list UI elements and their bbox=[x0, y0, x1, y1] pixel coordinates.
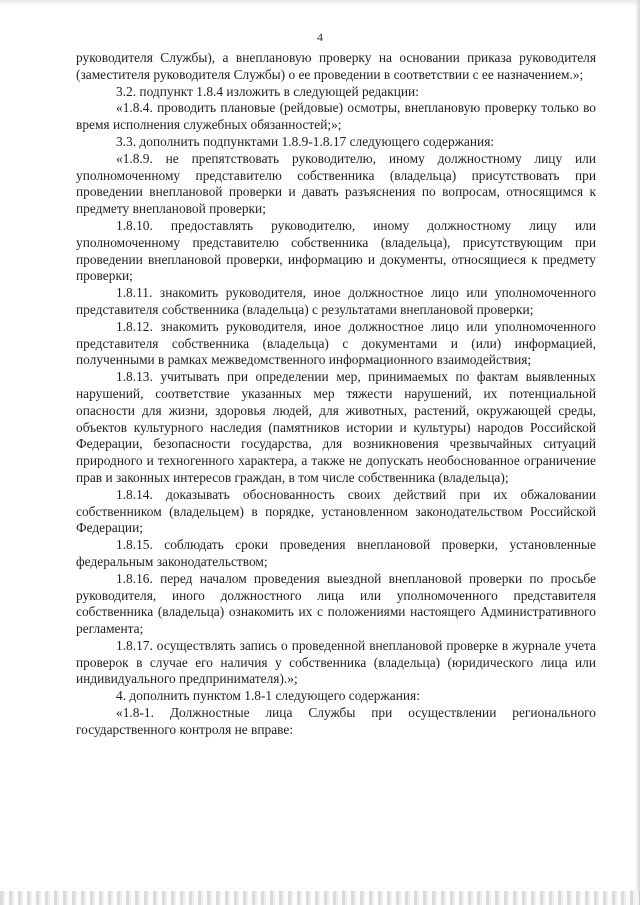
paragraph: 1.8.12. знакомить руководителя, иное должностное лицо или уполномоченного представителя собственника (владельца) с документами и (или) информацией, полученными в рамках межведомственного информационного взаимодействия; bbox=[76, 318, 596, 368]
paragraph: 1.8.17. осуществлять запись о проведенной внеплановой проверке в журнале учета проверок в случае его наличия у собственника (владельца) (юридического лица или индивидуального предпринимателя).»; bbox=[76, 637, 596, 687]
paragraph: 4. дополнить пунктом 1.8-1 следующего содержания: bbox=[116, 688, 420, 704]
paragraph: «1.8.4. проводить плановые (рейдовые) осмотры, внеплановую проверку только во время исполнения служебных обязанностей;»; bbox=[76, 100, 596, 133]
paragraph: 1.8.11. знакомить руководителя, иное должностное лицо или уполномоченного представителя собственника (владельца) с результатами внеплановой проверки; bbox=[76, 285, 596, 317]
paragraph: 3.3. дополнить подпунктами 1.8.9-1.8.17 следующего содержания: bbox=[116, 133, 495, 149]
paragraph: 3.2. подпункт 1.8.4 изложить в следующей редакции: bbox=[116, 83, 419, 99]
scan-edge-right bbox=[635, 0, 640, 905]
paragraph: 1.8.15. соблюдать сроки проведения внеплановой проверки, установленные федеральным законодательством; bbox=[76, 537, 596, 569]
paragraph: 1.8.14. доказывать обоснованность своих действий при их обжаловании собственником (владельцем) в порядке, установленном законодательством Российской Федерации; bbox=[76, 486, 596, 536]
paragraph: руководителя Службы), а внеплановую проверку на основании приказа руководителя (заместителя руководителя Службы) о ее проведении в соответствии с ее назначением.»; bbox=[76, 50, 596, 82]
scan-edge-top bbox=[0, 0, 640, 6]
page-number: 4 bbox=[317, 30, 323, 44]
paragraph: 1.8.10. предоставлять руководителю, иному должностному лицу или уполномоченному представителю собственника (владельца), присутствующим при проведении внеплановой проверки, информацию и документы, относящиеся к предмету проверки; bbox=[76, 217, 596, 284]
document-body bbox=[76, 50, 596, 739]
paragraph: «1.8.9. не препятствовать руководителю, иному должностному лицу или уполномоченному представителю собственника (владельца) присутствовать при проведении внеплановой проверки и давать разъяснения по вопросам, относящимся к предмету внеплановой проверки; bbox=[76, 150, 596, 217]
paragraph: «1.8-1. Должностные лица Службы при осуществлении регионального государственного контроля не вправе: bbox=[76, 705, 596, 737]
paragraph: 1.8.16. перед началом проведения выездной внеплановой проверки по просьбе руководителя, иного должностного лица или уполномоченного представителя собственника (владельца) ознакомить их с положениями настоящего Административного регламента; bbox=[76, 570, 596, 637]
scan-edge-bottom bbox=[0, 891, 640, 905]
paragraph: 1.8.13. учитывать при определении мер, принимаемых по фактам выявленных нарушений, соответствие указанных мер тяжести нарушений, их потенциальной опасности для жизни, здоровья людей, для животных, растений, окружающей среды, объектов культурного наследия (памятников истории и культуры) народов Российской Федерации, безопасности государства, для возникновения чрезвычайных ситуаций природного и техногенного характера, а также не допускать необоснованное ограничение прав и законных интересов граждан, в том числе собственника (владельца); bbox=[76, 369, 596, 485]
